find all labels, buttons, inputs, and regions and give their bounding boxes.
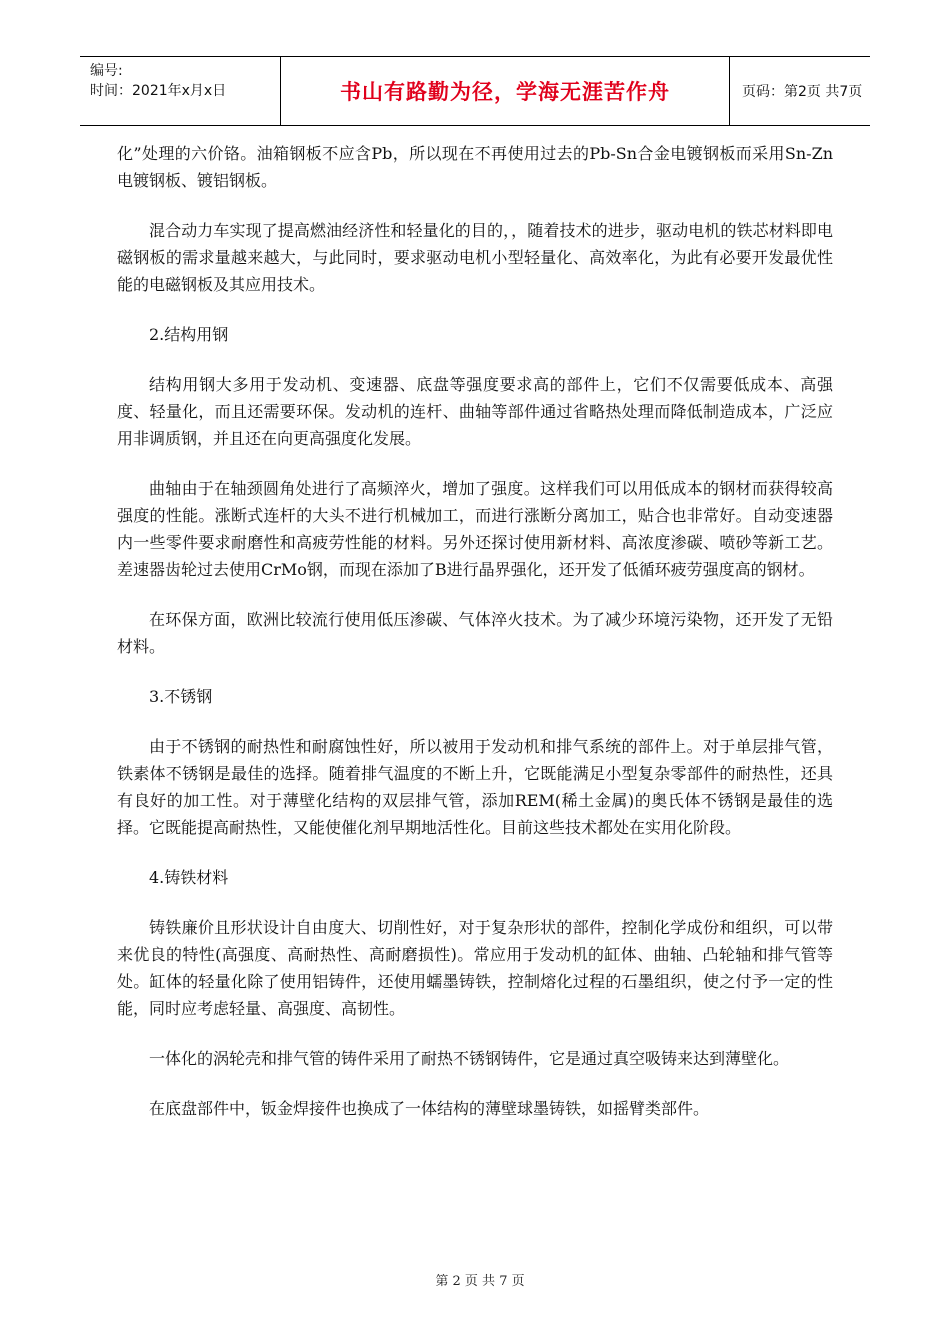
header-page-label: 页码：第2页 共7页 <box>742 84 863 100</box>
header-meta <box>80 57 280 125</box>
paragraph: 由于不锈钢的耐热性和耐腐蚀性好，所以被用于发动机和排气系统的部件上。对于单层排气管，铁素体不锈钢是最佳的选择。随着排气温度的不断上升，它既能满足小型复杂零部件的耐热性，还具有良好的加工性。对于薄壁化结构的双层排气管，添加REM(稀土金属)的奥氏体不锈钢是最佳的选择。它既能提高耐热性，又能使催化剂早期地活性化。目前这些技术都处在实用化阶段。 <box>117 737 833 837</box>
time-label: 时间：2021年x月x日 <box>90 83 227 99</box>
paragraph: 混合动力车实现了提高燃油经济性和轻量化的目的，，随着技术的进步，驱动电机的铁芯材料即电磁钢板的需求量越来越大，与此同时，要求驱动电机小型轻量化、高效率化，为此有必要开发最优性能的电磁钢板及其应用技术。 <box>117 221 833 294</box>
number-label: 编号: <box>90 63 123 79</box>
document-body <box>117 140 833 1145</box>
paragraph: 曲轴由于在轴颈圆角处进行了高频淬火，增加了强度。这样我们可以用低成本的钢材而获得较高强度的性能。涨断式连杆的大头不进行机械加工，而进行涨断分离加工，贴合也非常好。自动变速器内一些零件要求耐磨性和高疲劳性能的材料。另外还探讨使用新材料、高浓度渗碳、喷砂等新工艺。差速器齿轮过去使用CrMo钢，而现在添加了B进行晶界强化，还开发了低循环疲劳强度高的钢材。 <box>117 479 833 579</box>
section-heading: 3.不锈钢 <box>149 687 213 706</box>
section-heading: 4.铸铁材料 <box>149 868 229 887</box>
footer-page-number: 第 2 页 共 7 页 <box>435 1274 525 1289</box>
page-header <box>80 56 870 126</box>
page-footer <box>0 1270 950 1289</box>
paragraph: 结构用钢大多用于发动机、变速器、底盘等强度要求高的部件上，它们不仅需要低成本、高强度、轻量化，而且还需要环保。发动机的连杆、曲轴等部件通过省略热处理而降低制造成本，广泛应用非调质钢，并且还在向更高强度化发展。 <box>117 375 833 448</box>
paragraph: 铸铁廉价且形状设计自由度大、切削性好，对于复杂形状的部件，控制化学成份和组织，可以带来优良的特性(高强度、高耐热性、高耐磨损性)。常应用于发动机的缸体、曲轴、凸轮轴和排气管等处。缸体的轻量化除了使用铝铸件，还使用蠕墨铸铁，控制熔化过程的石墨组织，使之付予一定的性能，同时应考虑轻量、高强度、高韧性。 <box>117 918 833 1018</box>
paragraph: 化”处理的六价铬。油箱钢板不应含Pb，所以现在不再使用过去的Pb-Sn合金电镀钢板而采用Sn-Zn电镀钢板、镀铝钢板。 <box>117 144 833 190</box>
paragraph: 在环保方面，欧洲比较流行使用低压渗碳、气体淬火技术。为了减少环境污染物，还开发了无铅材料。 <box>117 610 833 656</box>
header-motto: 书山有路勤为径，学海无涯苦作舟 <box>280 57 730 125</box>
paragraph: 在底盘部件中，钣金焊接件也换成了一体结构的薄壁球墨铸铁，如摇臂类部件。 <box>149 1099 710 1118</box>
section-heading: 2.结构用钢 <box>149 325 229 344</box>
paragraph: 一体化的涡轮壳和排气管的铸件采用了耐热不锈钢铸件，它是通过真空吸铸来达到薄壁化。 <box>149 1049 790 1068</box>
